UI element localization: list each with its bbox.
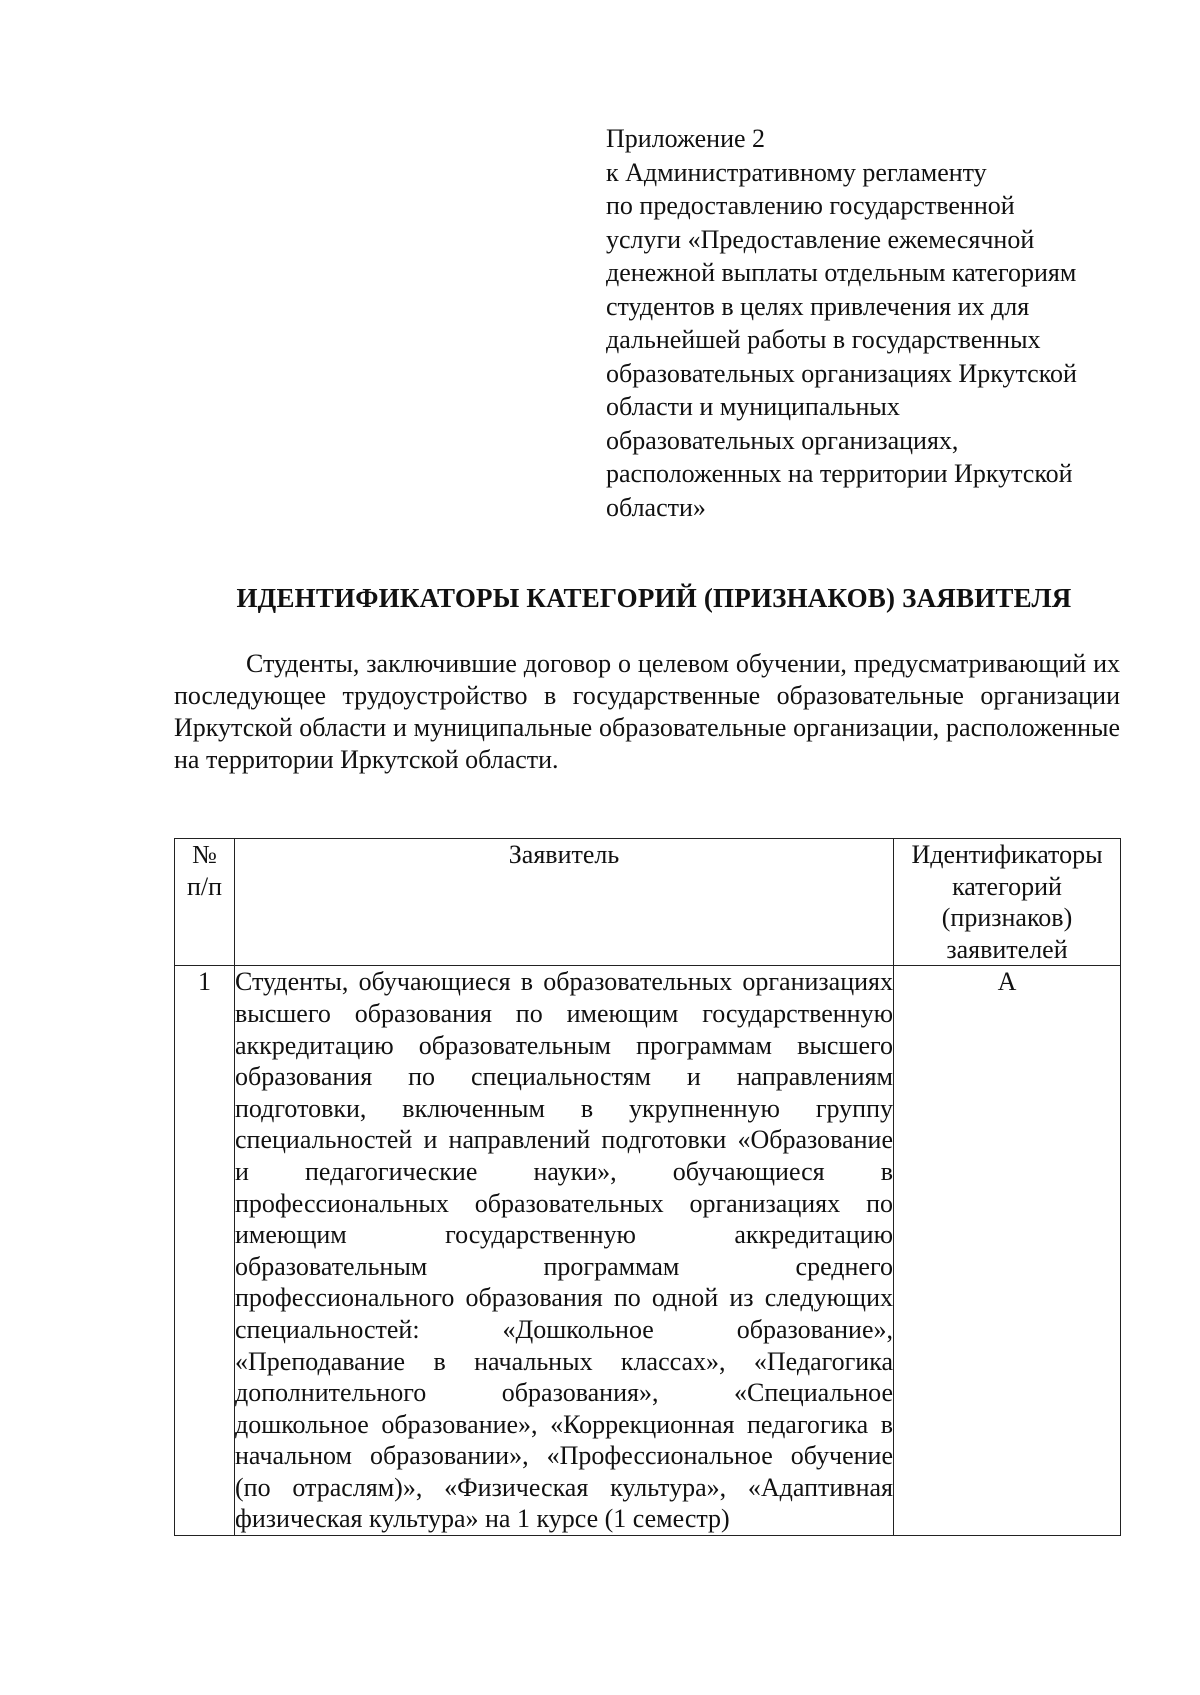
row-number: 1 — [175, 966, 235, 1536]
appendix-line: услуги «Предоставление ежемесячной — [606, 224, 1035, 254]
appendix-line: денежной выплаты отдельным категориям — [606, 258, 1077, 287]
appendix-line: дальнейшей работы в государственных — [606, 325, 1041, 354]
table-header-row — [175, 839, 1121, 966]
intro-paragraph: Студенты, заключившие договор о целевом обучении, предусматривающий их последующее трудоустройство в государственные образовательные организации Иркутской области и муниципальные образовательные организации, расположенные на территории Иркутской области. — [174, 649, 1120, 774]
row-identifier: А — [894, 966, 1121, 1536]
appendix-line: области» — [606, 492, 706, 522]
header-identifiers: Идентификаторы категорий (признаков) заявителей — [894, 839, 1121, 966]
appendix-line: студентов в целях привлечения их для — [606, 291, 1030, 321]
appendix-line: области и муниципальных — [606, 392, 900, 421]
appendix-block — [606, 122, 1126, 524]
row-applicant: Студенты, обучающиеся в образовательных организациях высшего образования по имеющим государственную аккредитацию образовательным программам высшего образования по специальностям и направлениям подготовки, включенным в укрупненную группу специальностей и направлений подготовки «Образование и педагогические науки», обучающиеся в профессиональных образовательных организациях по имеющим государственную аккредитацию образовательным программам среднего профессионального образования по одной из следующих специальностей: «Дошкольное образование», «Преподавание в начальных классах», «Педагогика дополнительного образования», «Специальное дошкольное образование», «Коррекционная педагогика в начальном образовании», «Профессиональное обучение (по отраслям)», «Физическая культура», «Адаптивная физическая культура» на 1 курсе (1 семестр) — [235, 966, 894, 1536]
appendix-line: образовательных организациях Иркутской — [606, 358, 1077, 388]
appendix-line: расположенных на территории Иркутской — [606, 459, 1073, 488]
appendix-line: образовательных организациях, — [606, 425, 959, 455]
header-applicant: Заявитель — [235, 839, 894, 966]
header-number-abbr: п/п — [186, 871, 223, 901]
appendix-line: по предоставлению государственной — [606, 191, 1015, 220]
table-row — [175, 966, 1121, 1536]
appendix-line: Приложение 2 — [606, 124, 766, 153]
document-title: ИДЕНТИФИКАТОРЫ КАТЕГОРИЙ (ПРИЗНАКОВ) ЗАЯВИТЕЛЯ — [236, 583, 1072, 613]
appendix-line: к Административному регламенту — [606, 157, 987, 187]
header-number — [175, 839, 235, 966]
identifiers-table — [174, 838, 1121, 1536]
header-number-symbol: № — [192, 840, 217, 869]
